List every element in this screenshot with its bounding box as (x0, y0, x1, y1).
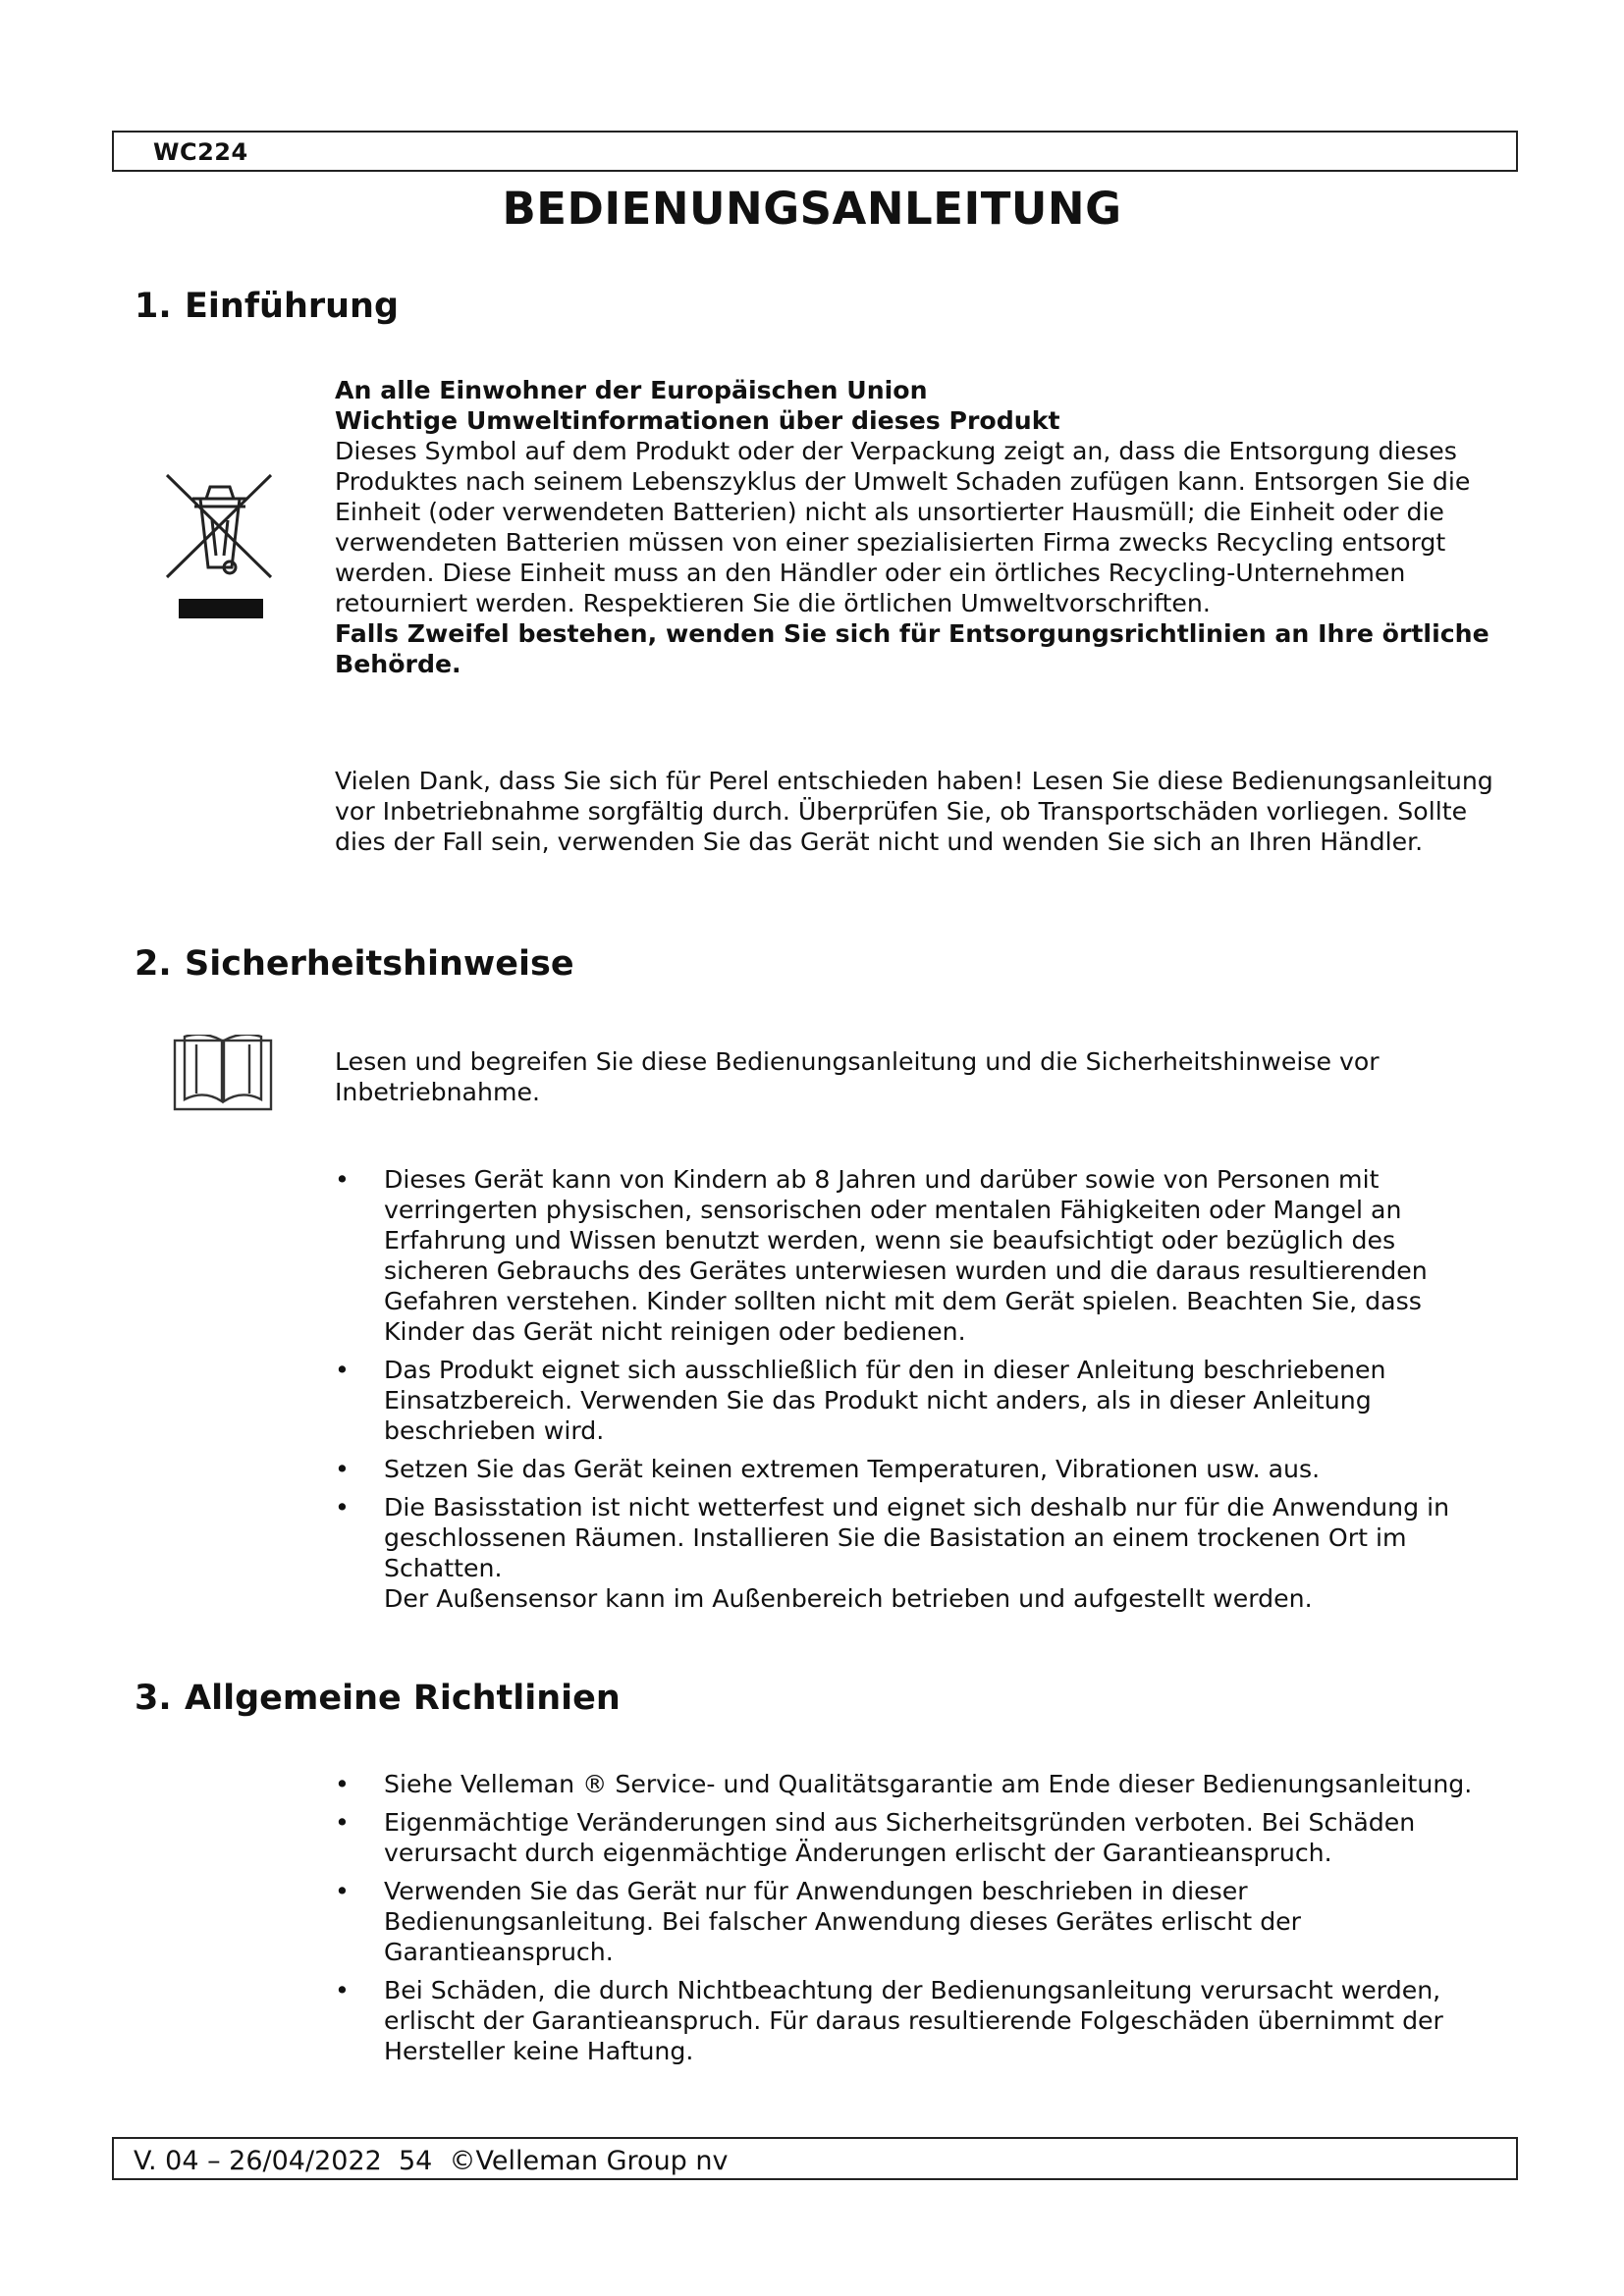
section-1-heading (135, 287, 399, 326)
section-2-heading (135, 944, 574, 984)
list-item (335, 1769, 1493, 1799)
bullet-marker: • (335, 1877, 350, 1905)
list-item-text: Das Produkt eignet sich ausschließlich für den in dieser Anleitung beschriebenen Einsatzbereich. Verwenden Sie das Produkt nicht anders, als in dieser Anleitung beschrieben wird. (384, 1356, 1386, 1445)
list-item (335, 1492, 1493, 1614)
section-3-title: Allgemeine Richtlinien (185, 1679, 621, 1718)
bullet-marker: • (335, 1356, 350, 1384)
list-item-text: Dieses Gerät kann von Kindern ab 8 Jahren und darüber sowie von Personen mit verringerten physischen, sensorischen oder mentalen Fähigkeiten oder Mangel an Erfahrung und Wissen benutzt werden, wenn sie beaufsichtigt oder bezüglich des sicheren Gebrauchs des Gerätes unterwiesen wurden und die daraus resultierenden Gefahren verstehen. Kinder sollten nicht mit dem Gerät spielen. Beachten Sie, dass Kinder das Gerät nicht reinigen oder bedienen. (384, 1165, 1428, 1346)
bullet-marker: • (335, 1165, 350, 1194)
thanks-paragraph (335, 766, 1493, 857)
weee-body: Dieses Symbol auf dem Produkt oder der Verpackung zeigt an, dass die Entsorgung dieses Produktes nach seinem Lebenszyklus der Umwelt Schaden zufügen kann. Entsorgen Sie die Einheit (oder verwendeten Batterien) nicht als unsortierter Hausmüll; die Einheit oder die verwendeten Batterien müssen von einer spezialisierten Firma zwecks Recycling entsorgt werden. Diese Einheit muss an den Händler oder ein örtliches Recycling-Unternehmen retourniert werden. Respektieren Sie die örtlichen Umweltvorschriften. (335, 437, 1471, 617)
bullet-marker: • (335, 1808, 350, 1837)
list-item-subtext: Der Außensensor kann im Außenbereich betrieben und aufgestellt werden. (384, 1584, 1313, 1613)
weee-heading-2: Wichtige Umweltinformationen über dieses Produkt (335, 406, 1060, 435)
footer-version-info: V. 04 – 26/04/2022 54 ©Velleman Group nv (134, 2146, 729, 2176)
list-item (335, 1807, 1493, 1868)
list-item-text: Eigenmächtige Veränderungen sind aus Sicherheitsgründen verboten. Bei Schäden verursacht durch eigenmächtige Änderungen erlischt der Garantieanspruch. (384, 1808, 1416, 1867)
weee-notice (335, 375, 1493, 679)
list-item-text: Siehe Velleman ® Service- und Qualitätsgarantie am Ende dieser Bedienungsanleitung. (384, 1770, 1473, 1798)
list-item (335, 1876, 1493, 1967)
guidelines-list (335, 1769, 1493, 2074)
bullet-marker: • (335, 1976, 350, 2004)
safety-list (335, 1164, 1493, 1622)
list-item-text: Bei Schäden, die durch Nichtbeachtung der Bedienungsanleitung verursacht werden, erlischt der Garantieanspruch. Für daraus resultierende Folgeschäden übernimmt der Hersteller keine Haftung. (384, 1976, 1443, 2065)
section-3-number: 3. (135, 1679, 172, 1718)
weee-crossed-bin-icon (165, 473, 275, 622)
list-item-text: Verwenden Sie das Gerät nur für Anwendungen beschrieben in dieser Bedienungsanleitung. Bei falscher Anwendung dieses Gerätes erlischt der Garantieanspruch. (384, 1877, 1302, 1966)
bullet-marker: • (335, 1770, 350, 1798)
section-1-title: Einführung (185, 287, 400, 326)
safety-intro (335, 1046, 1493, 1107)
section-2-title: Sicherheitshinweise (185, 944, 574, 984)
list-item (335, 1454, 1493, 1484)
read-manual-book-icon (173, 1035, 273, 1113)
weee-heading-1: An alle Einwohner der Europäischen Union (335, 376, 928, 404)
list-item-text: Die Basisstation ist nicht wetterfest und eignet sich deshalb nur für die Anwendung in geschlossenen Räumen. Installieren Sie die Basistation an einem trockenen Ort im Schatten. (384, 1493, 1450, 1582)
bullet-marker: • (335, 1455, 350, 1483)
header-box (112, 131, 1518, 172)
list-item (335, 1355, 1493, 1446)
thanks-text: Vielen Dank, dass Sie sich für Perel entschieden haben! Lesen Sie diese Bedienungsanleitung vor Inbetriebnahme sorgfältig durch. Überprüfen Sie, ob Transportschäden vorliegen. Sollte dies der Fall sein, verwenden Sie das Gerät nicht und wenden Sie sich an Ihren Händler. (335, 767, 1493, 856)
safety-intro-text: Lesen und begreifen Sie diese Bedienungsanleitung und die Sicherheitshinweise vor Inbetriebnahme. (335, 1047, 1380, 1106)
list-item (335, 1164, 1493, 1347)
list-item-text: Setzen Sie das Gerät keinen extremen Temperaturen, Vibrationen usw. aus. (384, 1455, 1321, 1483)
bullet-marker: • (335, 1493, 350, 1522)
section-1-number: 1. (135, 287, 172, 326)
page-title: BEDIENUNGSANLEITUNG (502, 183, 1122, 235)
section-3-heading (135, 1679, 621, 1718)
model-number: WC224 (153, 138, 248, 166)
weee-bold-note: Falls Zweifel bestehen, wenden Sie sich für Entsorgungsrichtlinien an Ihre örtliche Behörde. (335, 619, 1489, 678)
list-item (335, 1975, 1493, 2066)
section-2-number: 2. (135, 944, 172, 984)
footer-box (112, 2137, 1518, 2180)
